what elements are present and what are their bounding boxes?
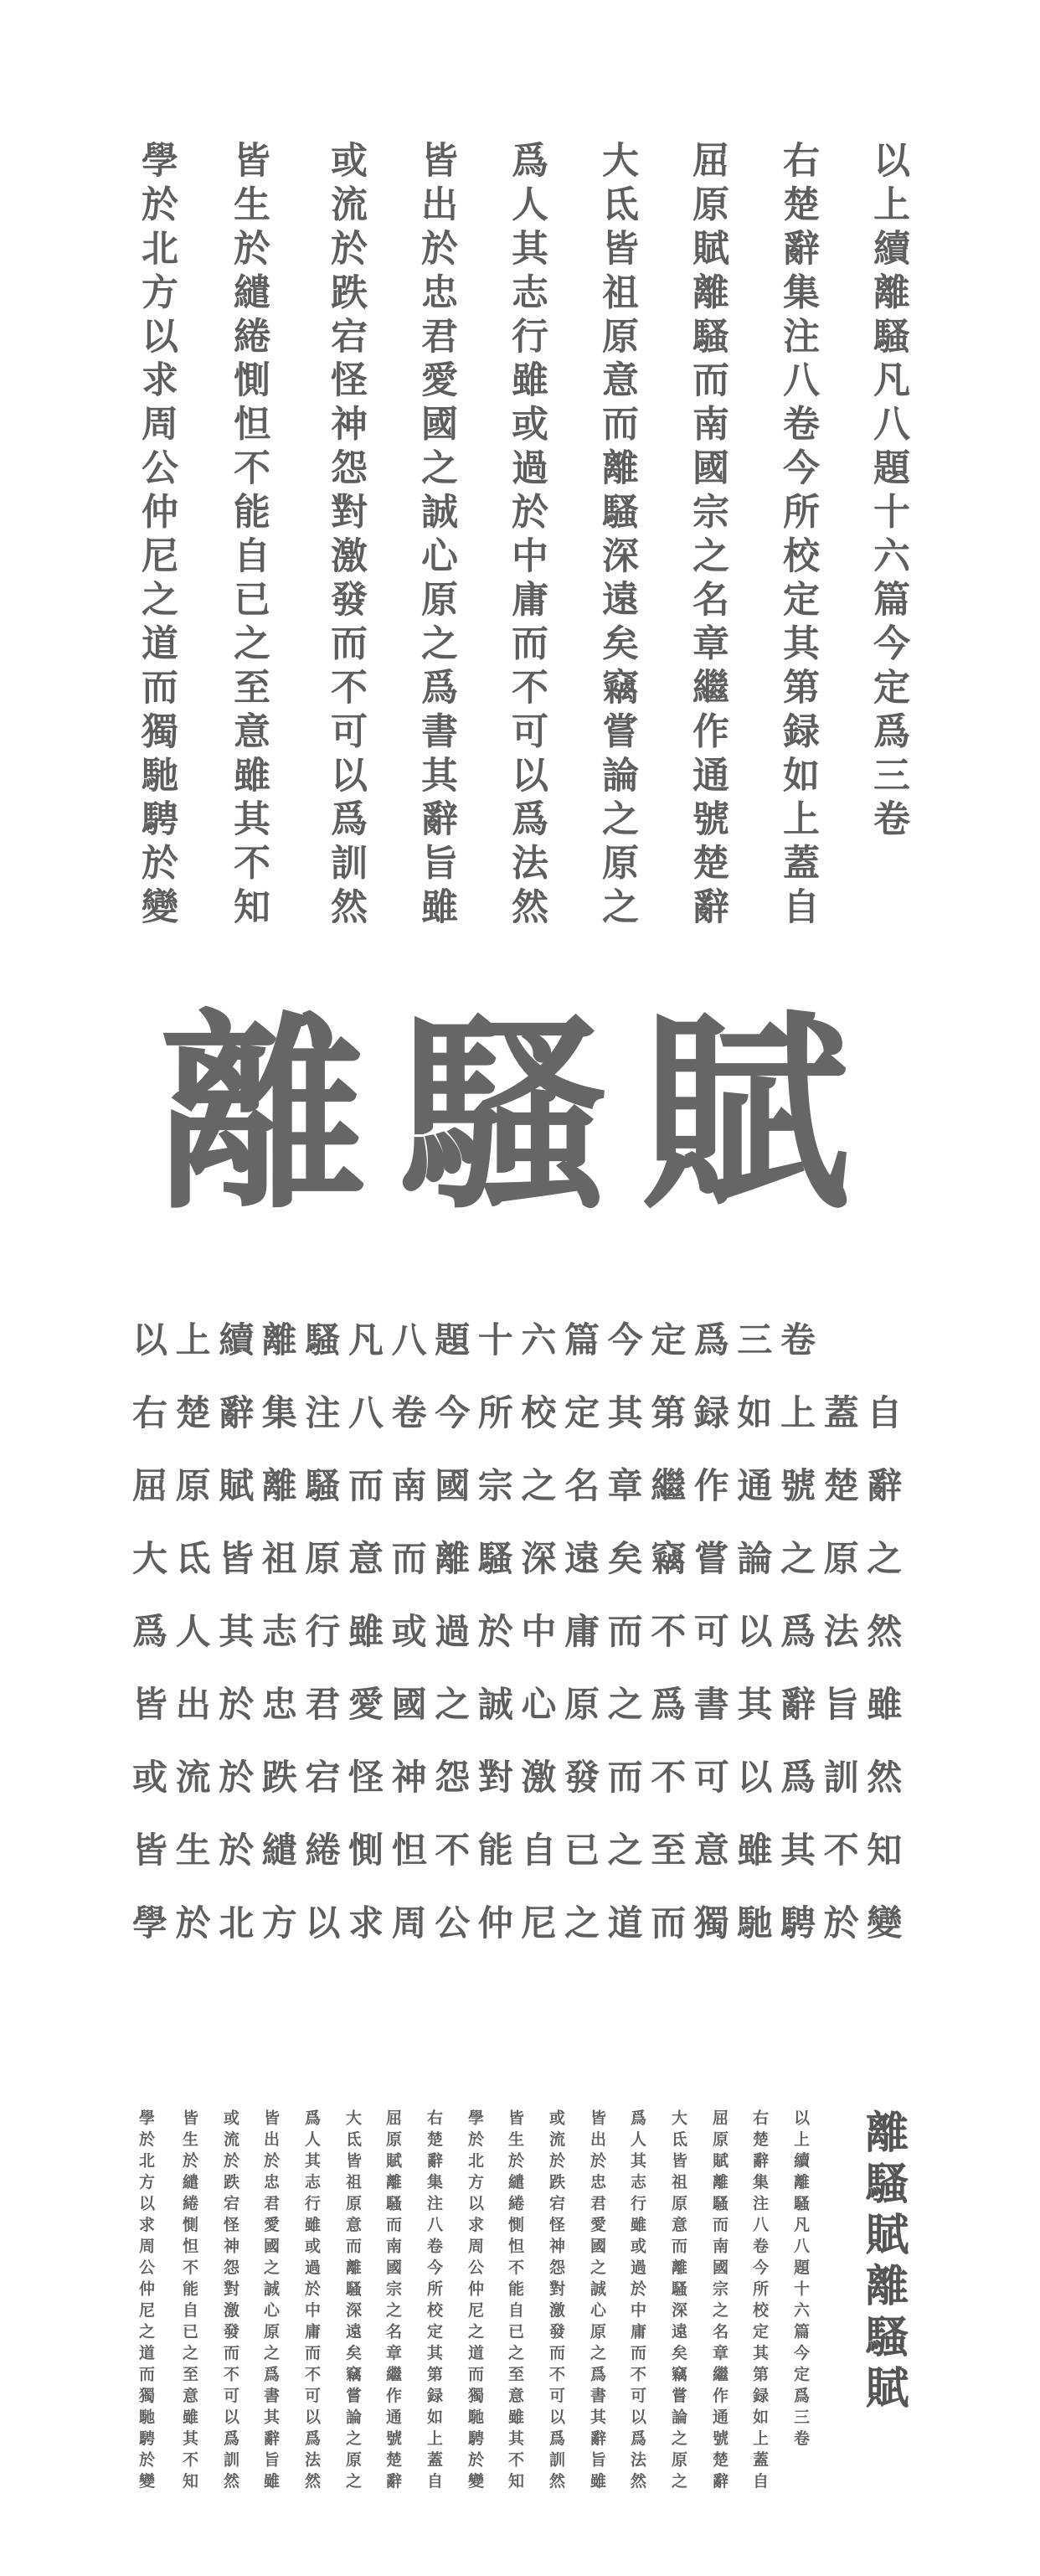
vertical-column: 學於北方以求周公仲尼之道而獨馳騁於變 — [135, 141, 178, 932]
vertical-column: 以上續離騷凡八題十六篇今定爲三卷 — [867, 141, 909, 844]
small-vertical-column: 爲人其志行雖或過於中庸而不可以爲法然 — [628, 2109, 646, 2494]
text-line: 或流於跌宕怪神怨對激發而不可以爲訓然 — [132, 1757, 910, 1798]
small-vertical-column: 大氐皆祖原意而離騷深遠矣竊嘗論之原之 — [343, 2109, 362, 2494]
small-vertical-column: 學於北方以求周公仲尼之道而獨馳騁於變 — [466, 2109, 484, 2494]
vertical-column: 皆生於繾綣惻怛不能自已之至意雖其不知 — [227, 141, 270, 932]
text-line: 右楚辭集注八卷今所校定其第録如上蓋自 — [132, 1392, 910, 1433]
small-vertical-column: 皆出於忠君愛國之誠心原之爲書其辭旨雖 — [261, 2109, 280, 2494]
vertical-column: 右楚辭集注八卷今所校定其第録如上蓋自 — [776, 141, 819, 932]
page-title: 離騷賦 — [158, 991, 882, 1237]
small-vertical-column: 或流於跌宕怪神怨對激發而不可以爲訓然 — [547, 2109, 565, 2494]
small-vertical-column: 右楚辭集注八卷今所校定其第録如上蓋自 — [750, 2109, 769, 2494]
small-vertical-column: 屈原賦離騷而南國宗之名章繼作通號楚辭 — [384, 2109, 402, 2494]
text-line: 皆生於繾綣惻怛不能自已之至意雖其不知 — [132, 1830, 910, 1871]
text-line: 大氐皆祖原意而離騷深遠矣竊嘗論之原之 — [132, 1538, 910, 1579]
text-line: 以上續離騷凡八題十六篇今定爲三卷 — [132, 1319, 824, 1360]
vertical-column: 或流於跌宕怪神怨對激發而不可以爲訓然 — [324, 141, 367, 932]
vertical-text-block — [0, 141, 1040, 970]
small-vertical-column: 右楚辭集注八卷今所校定其第録如上蓋自 — [425, 2109, 443, 2494]
text-line: 學於北方以求周公仲尼之道而獨馳騁於變 — [132, 1902, 910, 1944]
small-vertical-column: 屈原賦離騷而南國宗之名章繼作通號楚辭 — [710, 2109, 729, 2494]
small-vertical-column: 學於北方以求周公仲尼之道而獨馳騁於變 — [136, 2109, 155, 2494]
text-line: 爲人其志行雖或過於中庸而不可以爲法然 — [132, 1611, 910, 1652]
small-vertical-column: 以上續離騷凡八題十六篇今定爲三卷 — [791, 2109, 810, 2451]
small-vertical-column: 或流於跌宕怪神怨對激發而不可以爲訓然 — [221, 2109, 239, 2494]
small-vertical-column: 皆出於忠君愛國之誠心原之爲書其辭旨雖 — [588, 2109, 606, 2494]
small-vertical-column: 皆生於繾綣惻怛不能自已之至意雖其不知 — [506, 2109, 524, 2494]
horizontal-text-block — [132, 1303, 919, 1959]
text-line: 屈原賦離騷而南國宗之名章繼作通號楚辭 — [132, 1465, 910, 1506]
small-vertical-column: 大氐皆祖原意而離騷深遠矣竊嘗論之原之 — [669, 2109, 687, 2494]
vertical-column: 大氐皆祖原意而離騷深遠矣竊嘗論之原之 — [595, 141, 638, 932]
text-line: 皆出於忠君愛國之誠心原之爲書其辭旨雖 — [132, 1684, 910, 1725]
small-vertical-column: 皆生於繾綣惻怛不能自已之至意雖其不知 — [180, 2109, 198, 2494]
vertical-column: 爲人其志行雖或過於中庸而不可以爲法然 — [505, 141, 548, 932]
vertical-column: 皆出於忠君愛國之誠心原之爲書其辭旨雖 — [414, 141, 457, 932]
small-vertical-title: 離騷賦離騷賦 — [857, 2109, 909, 2416]
small-vertical-column: 爲人其志行雖或過於中庸而不可以爲法然 — [302, 2109, 321, 2494]
vertical-column: 屈原賦離騷而南國宗之名章繼作通號楚辭 — [686, 141, 729, 932]
